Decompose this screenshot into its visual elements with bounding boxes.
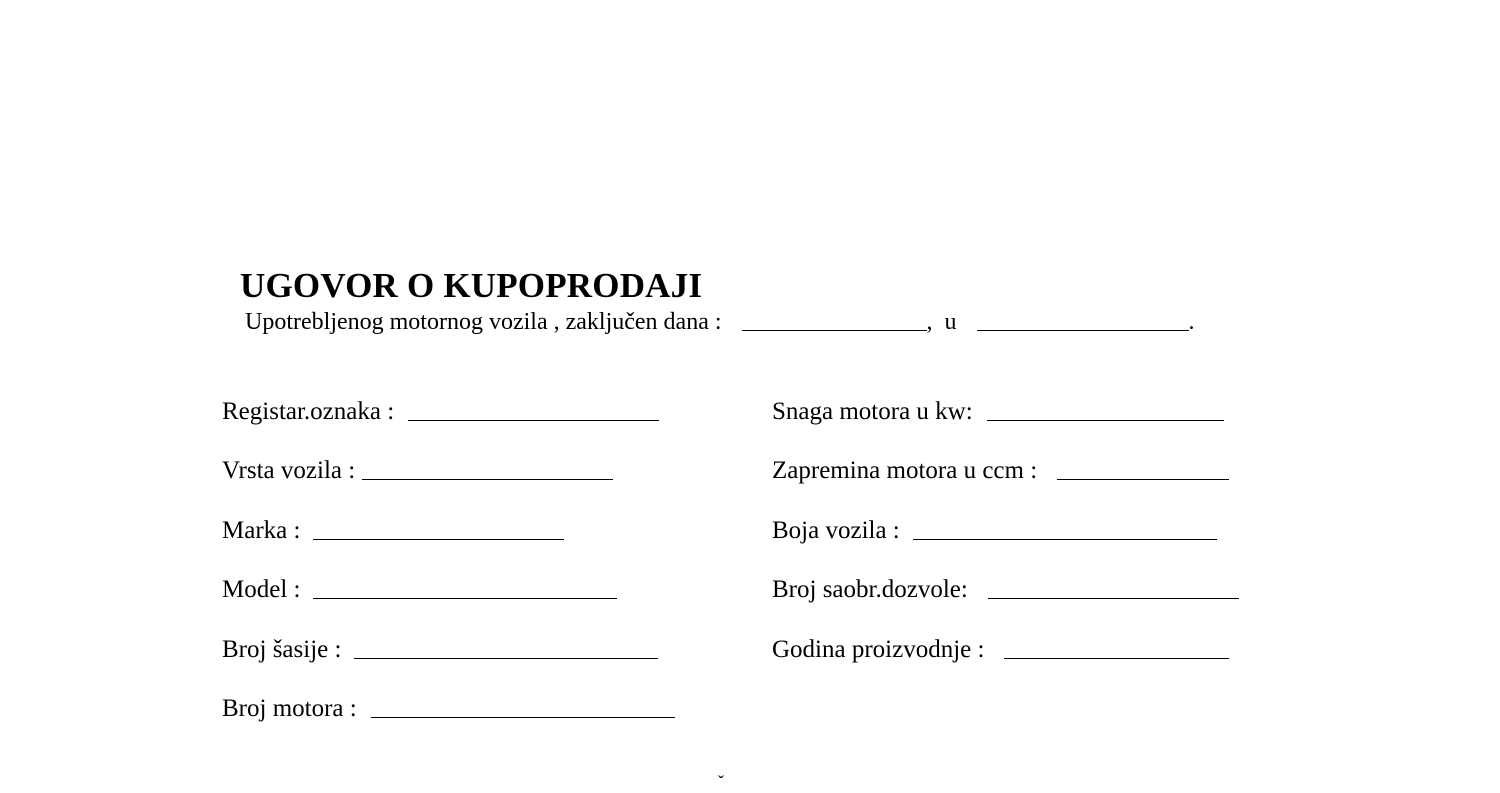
field-label: Godina proizvodnje : bbox=[772, 636, 985, 663]
field-marka bbox=[222, 517, 564, 545]
document-subtitle bbox=[245, 309, 1195, 336]
field-line[interactable] bbox=[987, 419, 1224, 421]
date-field-line[interactable] bbox=[742, 329, 927, 331]
footer-mark: ˇ bbox=[718, 772, 724, 792]
field-label: Model : bbox=[222, 576, 301, 603]
field-label: Snaga motora u kw: bbox=[772, 398, 973, 425]
field-line[interactable] bbox=[408, 419, 659, 421]
place-separator: , u bbox=[926, 309, 957, 335]
field-line[interactable] bbox=[362, 478, 613, 480]
field-label: Registar.oznaka : bbox=[222, 398, 395, 425]
place-field-line[interactable] bbox=[977, 329, 1189, 331]
field-line[interactable] bbox=[313, 538, 564, 540]
field-model bbox=[222, 576, 617, 604]
field-line[interactable] bbox=[913, 538, 1217, 540]
field-line[interactable] bbox=[313, 597, 617, 599]
field-snaga-motora bbox=[772, 398, 1224, 426]
field-line[interactable] bbox=[371, 716, 675, 718]
subtitle-end: . bbox=[1188, 309, 1195, 335]
field-registar-oznaka bbox=[222, 398, 659, 426]
field-line[interactable] bbox=[354, 657, 658, 659]
field-godina-proizvodnje bbox=[772, 636, 1229, 664]
field-label: Boja vozila : bbox=[772, 517, 900, 544]
field-label: Broj saobr.dozvole: bbox=[772, 576, 968, 603]
field-label: Vrsta vozila : bbox=[222, 457, 356, 484]
field-label: Marka : bbox=[222, 517, 301, 544]
field-broj-saobr-dozvole bbox=[772, 576, 1239, 604]
field-zapremina-motora bbox=[772, 457, 1229, 485]
field-line[interactable] bbox=[1057, 478, 1229, 480]
field-broj-sasije bbox=[222, 636, 658, 664]
field-line[interactable] bbox=[1004, 657, 1229, 659]
subtitle-text: Upotrebljenog motornog vozila , zaključen dana : bbox=[245, 309, 722, 335]
field-line[interactable] bbox=[988, 597, 1239, 599]
field-label: Broj motora : bbox=[222, 695, 357, 722]
field-vrsta-vozila bbox=[222, 457, 613, 485]
field-boja-vozila bbox=[772, 517, 1217, 545]
field-label: Zapremina motora u ccm : bbox=[772, 457, 1038, 484]
document-title: UGOVOR O KUPOPRODAJI bbox=[240, 266, 703, 305]
field-broj-motora bbox=[222, 695, 675, 723]
field-label: Broj šasije : bbox=[222, 636, 342, 663]
